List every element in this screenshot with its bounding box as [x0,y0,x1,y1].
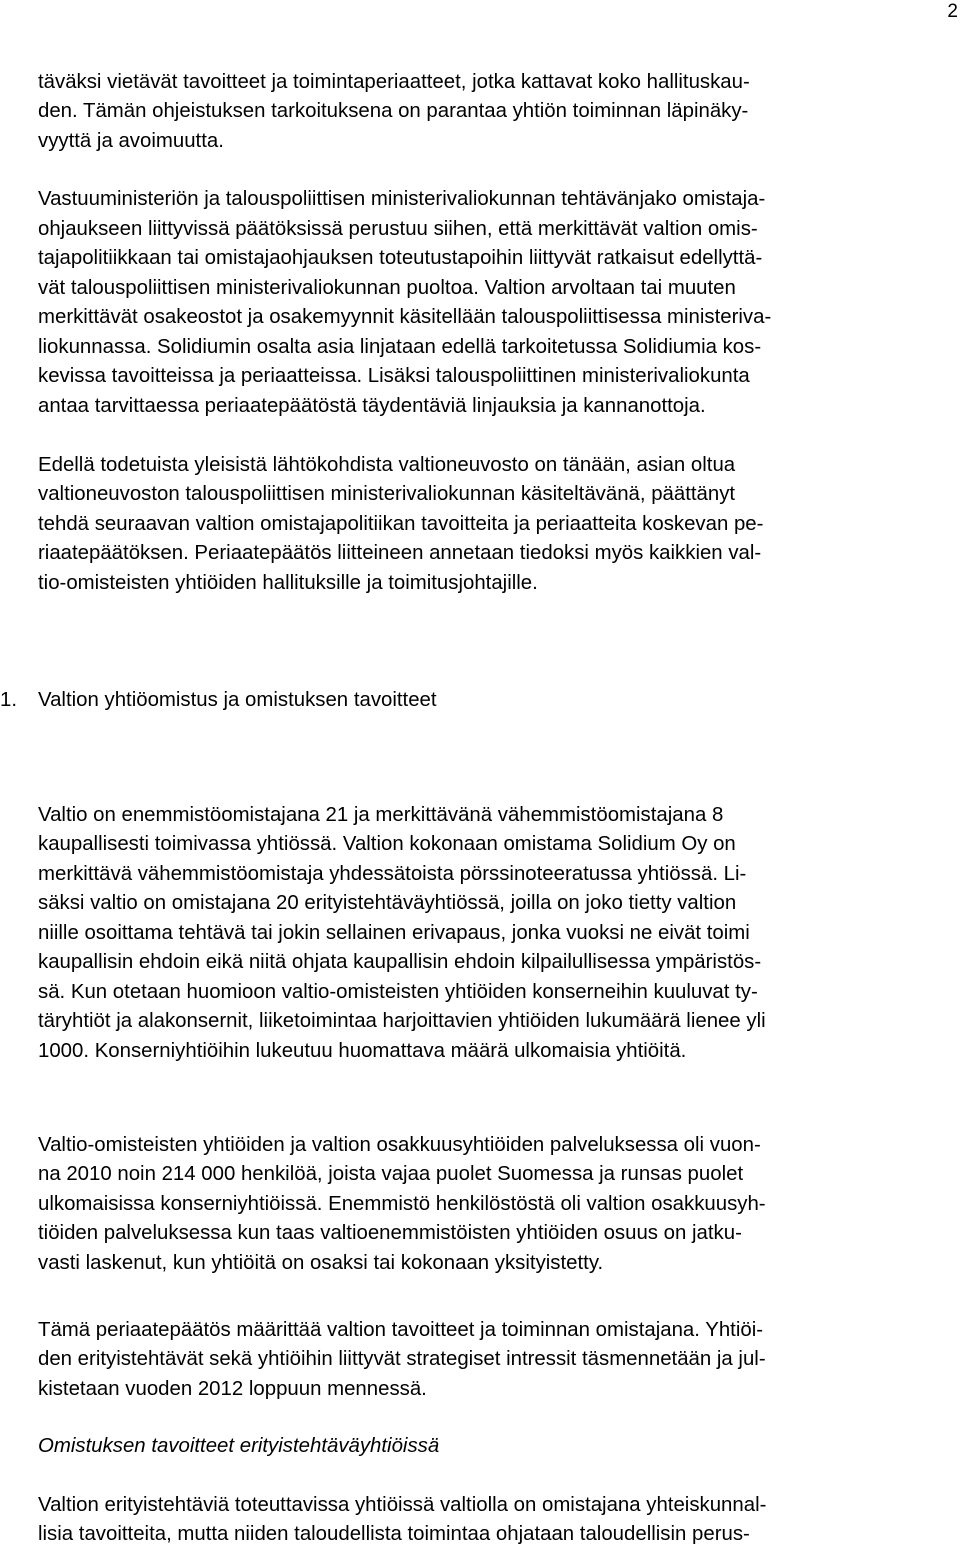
text-line: merkittävät osakeostot ja osakemyynnit käsitellään talouspoliittisessa ministeriva- [38,306,772,328]
text-line: Valtion erityistehtäviä toteuttavissa yhtiöissä valtiolla on omistajana yhteiskunnal- [38,1494,767,1516]
text-line: Valtio-omisteisten yhtiöiden ja valtion osakkuusyhtiöiden palveluksessa oli vuon- [38,1134,761,1156]
text-line: Edellä todetuista yleisistä lähtökohdista valtioneuvosto on tänään, asian oltua [38,454,736,476]
text-line: Valtio on enemmistöomistajana 21 ja merkittävänä vähemmistöomistajana 8 [38,804,724,826]
text-line: den erityistehtävät sekä yhtiöihin liittyvät strategiset intressit täsmennetään ja jul- [38,1348,766,1370]
section-title: Valtion yhtiöomistus ja omistuksen tavoitteet [38,689,437,711]
text-line: Tämä periaatepäätös määrittää valtion tavoitteet ja toiminnan omistajana. Yhtiöi- [38,1319,764,1341]
text-line: den. Tämän ohjeistuksen tarkoituksena on parantaa yhtiön toiminnan läpinäky- [38,100,749,122]
text-line: vasti laskenut, kun yhtiöitä on osaksi tai kokonaan yksityistetty. [38,1252,604,1274]
text-line: ulkomaisissa konserniyhtiöissä. Enemmistö henkilöstöstä oli valtion osakkuusyh- [38,1193,766,1215]
text-line: kaupallisin ehdoin eikä niitä ohjata kaupallisin ehdoin kilpailullisessa ympäristös- [38,951,762,973]
text-line: tio-omisteisten yhtiöiden hallituksille ja toimitusjohtajille. [38,572,538,594]
text-line: tiöiden palveluksessa kun taas valtioenemmistöisten yhtiöiden osuus on jatku- [38,1222,742,1244]
text-line: merkittävä vähemmistöomistaja yhdessätoista pörssinoteeratussa yhtiössä. Li- [38,863,747,885]
text-line: liokunnassa. Solidiumin osalta asia linjataan edellä tarkoitetussa Solidiumia kos- [38,336,762,358]
text-line: antaa tarvittaessa periaatepäätöstä täydentäviä linjauksia ja kannanottoja. [38,395,706,417]
subheading: Omistuksen tavoitteet erityistehtäväyhtiöissä [38,1435,440,1457]
page-number: 2 [947,1,958,22]
text-line: kaupallisesti toimivassa yhtiössä. Valtion kokonaan omistama Solidium Oy on [38,833,736,855]
text-line: Vastuuministeriön ja talouspoliittisen ministerivaliokunnan tehtävänjako omistaja- [38,188,766,210]
text-line: säksi valtio on omistajana 20 erityistehtäväyhtiössä, joilla on joko tietty valtion [38,892,737,914]
text-line: na 2010 noin 214 000 henkilöä, joista vajaa puolet Suomessa ja runsas puolet [38,1163,744,1185]
section-number: 1. [0,689,18,711]
text-line: vyyttä ja avoimuutta. [38,130,224,152]
text-line: täväksi vietävät tavoitteet ja toimintaperiaatteet, jotka kattavat koko hallituskau- [38,71,750,93]
text-line: 1000. Konserniyhtiöihin lukeutuu huomattava määrä ulkomaisia yhtiöitä. [38,1040,687,1062]
text-line: ohjaukseen liittyvissä päätöksissä perustuu siihen, että merkittävät valtion omis- [38,218,758,240]
text-line: niille osoittama tehtävä tai jokin sellainen erivapaus, jonka vuoksi ne eivät toimi [38,922,750,944]
text-line: kevissa tavoitteissa ja periaatteissa. Lisäksi talouspoliittinen ministerivaliokunta [38,365,750,387]
text-line: tehdä seuraavan valtion omistajapolitiikan tavoitteita ja periaatteita koskevan pe- [38,513,764,535]
text-line: riaatepäätöksen. Periaatepäätös liitteineen annetaan tiedoksi myös kaikkien val- [38,542,762,564]
text-line: tajapolitiikkaan tai omistajaohjauksen toteutustapoihin liittyvät ratkaisut edellyttä- [38,247,763,269]
text-line: kistetaan vuoden 2012 loppuun mennessä. [38,1378,427,1400]
text-line: täryhtiöt ja alakonsernit, liiketoimintaa harjoittavien yhtiöiden lukumäärä lienee yli [38,1010,766,1032]
text-line: valtioneuvoston talouspoliittisen ministerivaliokunnan käsiteltävänä, päättänyt [38,483,736,505]
text-line: lisia tavoitteita, mutta niiden taloudellista toimintaa ohjataan taloudellisin perus- [38,1523,750,1545]
text-line: vät talouspoliittisen ministerivaliokunnan puoltoa. Valtion arvoltaan tai muuten [38,277,736,299]
text-line: sä. Kun otetaan huomioon valtio-omisteisten yhtiöiden konserneihin kuuluvat ty- [38,981,758,1003]
